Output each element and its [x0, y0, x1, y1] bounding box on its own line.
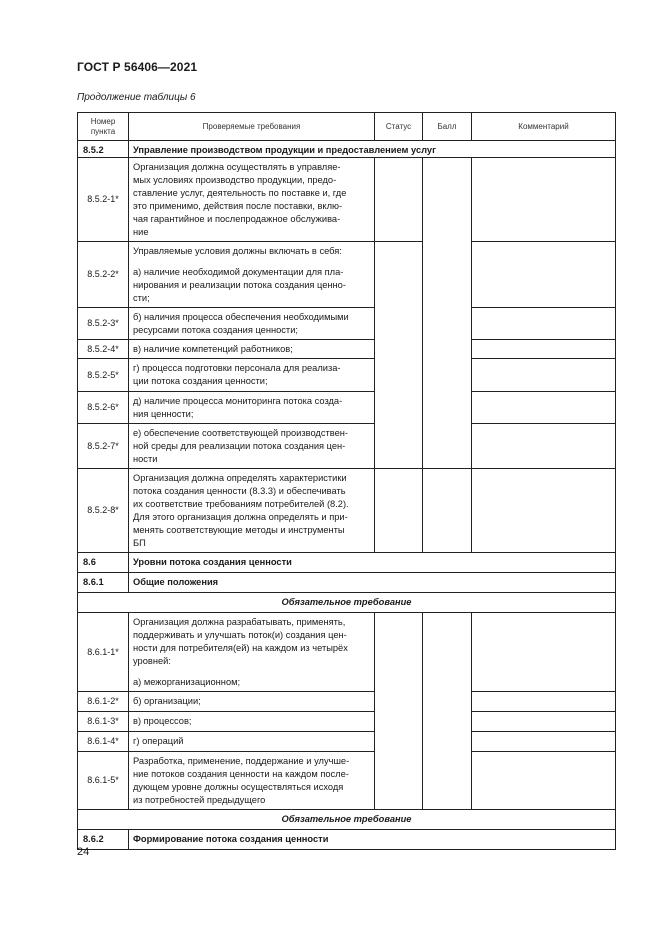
comment-cell: [472, 712, 616, 732]
table-row: [78, 692, 616, 712]
column-header-comment: Комментарий: [472, 113, 616, 141]
requirement-text: Разработка, применение, поддержание и улучше- ние потоков создания ценности на каждом после- дующем уровне должны осуществляться исходя из потребностей предыдущего: [129, 752, 375, 810]
table-row: [78, 752, 616, 810]
score-cell: [423, 469, 472, 553]
clause-number: 8.5.2-5*: [78, 359, 129, 392]
table-row: [78, 359, 616, 392]
comment-cell: [472, 242, 616, 308]
clause-number: 8.5.2-4*: [78, 340, 129, 359]
comment-cell: [472, 732, 616, 752]
comment-cell: [472, 469, 616, 553]
document-header: ГОСТ Р 56406—2021: [77, 60, 198, 74]
column-header-score: Балл: [423, 113, 472, 141]
comment-cell: [472, 308, 616, 340]
clause-number: 8.6.1-1*: [78, 613, 129, 692]
table-row: [78, 340, 616, 359]
requirement-text: б) наличия процесса обеспечения необходимыми ресурсами потока создания ценности;: [129, 308, 375, 340]
comment-cell: [472, 158, 616, 242]
score-cell: [423, 158, 472, 469]
section-row: [78, 141, 616, 158]
comment-cell: [472, 359, 616, 392]
table-row: [78, 613, 616, 692]
requirement-text: Организация должна разрабатывать, применять, поддерживать и улучшать поток(и) создания цен- ности для потребителя(ей) на каждом из четырёх уровней: а) межорганизационном;: [129, 613, 375, 692]
requirement-text: Управляемые условия должны включать в себя: а) наличие необходимой документации для пла- нирования и реализации потока создания ценно- сти;: [129, 242, 375, 308]
mandatory-row: [78, 810, 616, 830]
table-row: [78, 712, 616, 732]
comment-cell: [472, 392, 616, 424]
status-cell: [375, 158, 423, 242]
requirement-text: г) операций: [129, 732, 375, 752]
clause-number: 8.6.1-4*: [78, 732, 129, 752]
table-row: [78, 732, 616, 752]
section-number: 8.5.2: [78, 141, 129, 158]
clause-number: 8.5.2-2*: [78, 242, 129, 308]
requirement-text: б) организации;: [129, 692, 375, 712]
clause-number: 8.5.2-1*: [78, 158, 129, 242]
clause-number: 8.5.2-8*: [78, 469, 129, 553]
table-row: [78, 392, 616, 424]
table-row: [78, 424, 616, 469]
requirements-table: [77, 112, 616, 850]
column-header-status: Статус: [375, 113, 423, 141]
section-number: 8.6.1: [78, 573, 129, 593]
table-row: [78, 158, 616, 242]
comment-cell: [472, 752, 616, 810]
requirement-text: е) обеспечение соответствующей производствен- ной среды для реализации потока создания цен- ности: [129, 424, 375, 469]
clause-number: 8.6.1-2*: [78, 692, 129, 712]
clause-number: 8.5.2-3*: [78, 308, 129, 340]
requirement-text: в) наличие компетенций работников;: [129, 340, 375, 359]
section-title: Управление производством продукции и предоставлением услуг: [129, 141, 616, 158]
requirement-text: в) процессов;: [129, 712, 375, 732]
comment-cell: [472, 692, 616, 712]
section-title: Формирование потока создания ценности: [129, 830, 616, 850]
section-title: Уровни потока создания ценности: [129, 553, 616, 573]
requirement-text: Организация должна осуществлять в управляе- мых условиях производство продукции, предо- ставление услуг, деятельность по поставке и, где это применимо, действия после поставки, вклю- чая гарантийное и послепродажное обслужива- ние: [129, 158, 375, 242]
requirement-text: д) наличие процесса мониторинга потока созда- ния ценности;: [129, 392, 375, 424]
comment-cell: [472, 613, 616, 692]
section-number: 8.6: [78, 553, 129, 573]
page-number: 24: [77, 846, 90, 858]
table-row: [78, 308, 616, 340]
mandatory-requirement-label: Обязательное требование: [78, 593, 616, 613]
status-cell: [375, 242, 423, 469]
clause-number: 8.5.2-7*: [78, 424, 129, 469]
clause-number: 8.6.1-5*: [78, 752, 129, 810]
section-row: [78, 830, 616, 850]
section-number: 8.6.2: [78, 830, 129, 850]
clause-number: 8.6.1-3*: [78, 712, 129, 732]
status-cell: [375, 469, 423, 553]
section-row: [78, 553, 616, 573]
score-cell: [423, 613, 472, 810]
status-cell: [375, 613, 423, 810]
section-title: Общие положения: [129, 573, 616, 593]
comment-cell: [472, 340, 616, 359]
table-header-row: [78, 113, 616, 141]
clause-number: 8.5.2-6*: [78, 392, 129, 424]
section-row: [78, 573, 616, 593]
mandatory-requirement-label: Обязательное требование: [78, 810, 616, 830]
mandatory-row: [78, 593, 616, 613]
comment-cell: [472, 424, 616, 469]
requirement-text: г) процесса подготовки персонала для реализа- ции потока создания ценности;: [129, 359, 375, 392]
table-row: [78, 242, 616, 308]
table-caption: Продолжение таблицы 6: [77, 92, 196, 103]
requirement-text: Организация должна определять характеристики потока создания ценности (8.3.3) и обеспечивать их соответствие требованиям потребителей (8.2). Для этого организация должна определять и при- менять соответствующие методы и инструменты БП: [129, 469, 375, 553]
table-row: [78, 469, 616, 553]
column-header-number: Номер пункта: [78, 113, 129, 141]
column-header-requirements: Проверяемые требования: [129, 113, 375, 141]
